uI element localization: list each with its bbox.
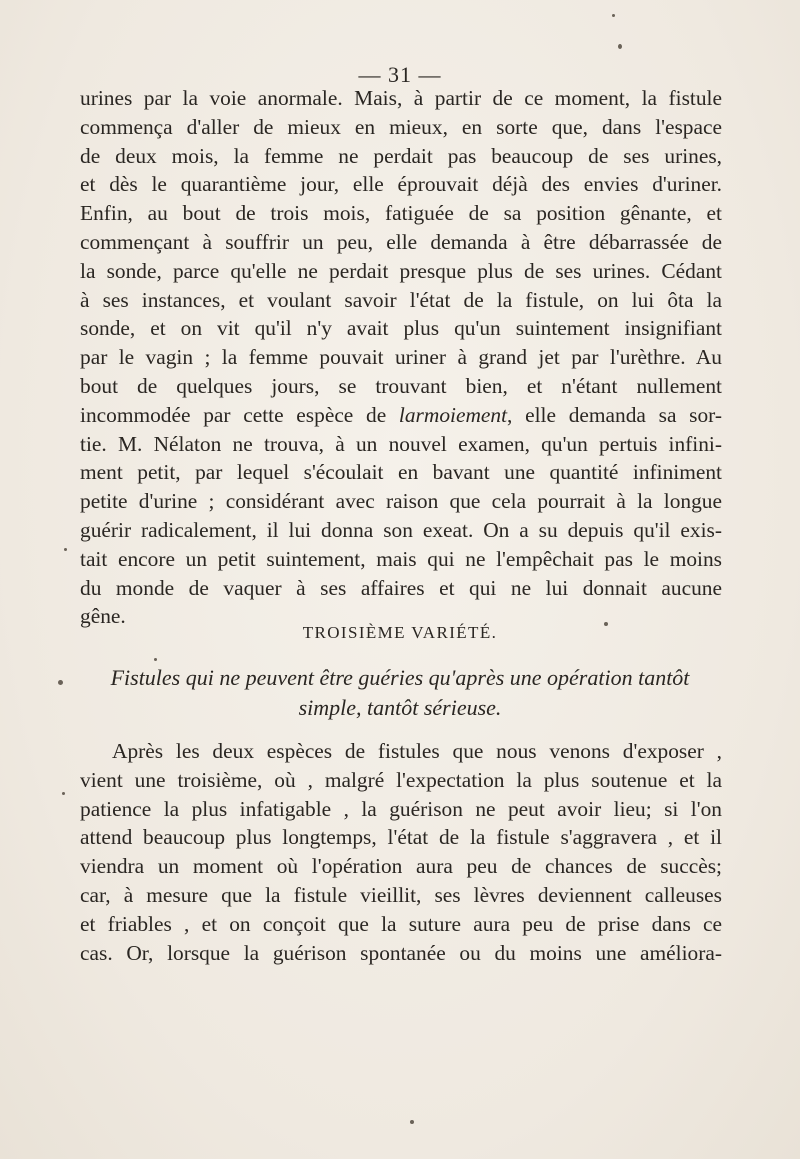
- text-line: ment petit, par lequel s'écoulait en bavant une quantité infiniment: [80, 460, 722, 485]
- text-line: urines par la voie anormale. Mais, à partir de ce moment, la fistule: [80, 86, 722, 110]
- page-number: — 31 —: [358, 62, 442, 87]
- paper-speck: [612, 14, 615, 17]
- paper-speck: [618, 44, 622, 49]
- text-line: Enfin, au bout de trois mois, fatiguée de sa position gênante, et: [80, 201, 722, 226]
- paper-speck: [58, 680, 63, 685]
- text-line: attend beaucoup plus longtemps, l'état de la fistule s'aggravera , et il: [80, 825, 722, 850]
- text-line: viendra un moment où l'opération aura peu de chances de succès;: [80, 854, 722, 879]
- subtitle-line: Fistules qui ne peuvent être guéries qu'après une opération tantôt: [110, 665, 690, 690]
- text-line: et dès le quarantième jour, elle éprouvait déjà des envies d'uriner.: [80, 172, 722, 197]
- paper-speck: [154, 658, 157, 661]
- text-line: à ses instances, et voulant savoir l'état de la fistule, on lui ôta la: [80, 287, 722, 312]
- paper-speck: [410, 1120, 414, 1124]
- text-line: vient une troisième, où , malgré l'expectation la plus soutenue et la: [80, 767, 722, 792]
- text-line: du monde de vaquer à ses affaires et qui ne lui donnait aucune: [80, 575, 722, 600]
- section-heading: TROISIÈME VARIÉTÉ.: [302, 623, 498, 642]
- paper-speck: [604, 622, 608, 626]
- text-line: patience la plus infatigable , la guérison ne peut avoir lieu; si l'on: [80, 796, 722, 821]
- paragraph-case-report: [80, 84, 722, 631]
- text-line: commença d'aller de mieux en mieux, en sorte que, dans l'espace: [80, 114, 722, 139]
- text-line: guérir radicalement, il lui donna son exeat. On a su depuis qu'il exis-: [80, 517, 722, 542]
- text-line: bout de quelques jours, se trouvant bien, et n'étant nullement: [80, 373, 722, 398]
- text-line: sonde, et on vit qu'il n'y avait plus qu'un suintement insignifiant: [80, 316, 722, 341]
- text-segment: , elle demanda sa sor-: [507, 402, 722, 427]
- text-line: cas. Or, lorsque la guérison spontanée ou du moins une améliora-: [80, 940, 722, 965]
- paragraph-third-variety: [80, 737, 722, 967]
- text-line: tait encore un petit suintement, mais qui ne l'empêchait pas le moins: [80, 546, 722, 571]
- italic-term: larmoiement: [398, 402, 508, 427]
- text-line: et friables , et on conçoit que la suture aura peu de prise dans ce: [80, 911, 722, 936]
- text-line: car, à mesure que la fistule vieillit, ses lèvres deviennent calleuses: [80, 882, 722, 907]
- subtitle-line: simple, tantôt sérieuse.: [298, 695, 502, 720]
- text-line: gêne.: [80, 604, 126, 629]
- paper-speck: [62, 792, 65, 795]
- section-subtitle: [0, 663, 800, 723]
- text-line: par le vagin ; la femme pouvait uriner à grand jet par l'urèthre. Au: [80, 345, 722, 370]
- paper-speck: [64, 548, 67, 551]
- text-line: de deux mois, la femme ne perdait pas beaucoup de ses urines,: [80, 143, 722, 168]
- text-line-with-italic: [80, 401, 722, 430]
- text-segment: incommodée par cette espèce de: [80, 402, 399, 427]
- text-line: commençant à souffrir un peu, elle demanda à être débarrassée de: [80, 229, 722, 254]
- text-line: petite d'urine ; considérant avec raison que cela pourrait à la longue: [80, 489, 722, 514]
- text-line: tie. M. Nélaton ne trouva, à un nouvel examen, qu'un pertuis infini-: [80, 431, 722, 456]
- text-line: la sonde, parce qu'elle ne perdait presque plus de ses urines. Cédant: [80, 258, 722, 283]
- text-line: Après les deux espèces de fistules que nous venons d'exposer ,: [112, 739, 722, 763]
